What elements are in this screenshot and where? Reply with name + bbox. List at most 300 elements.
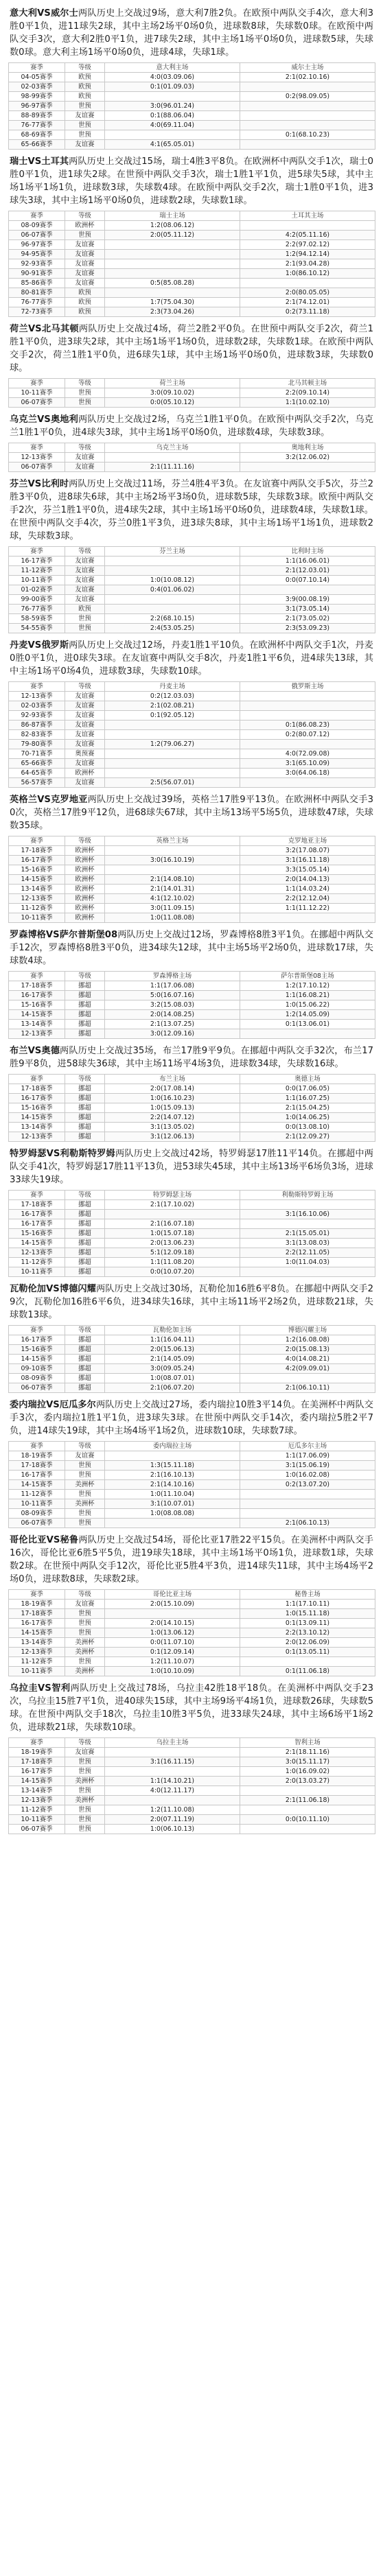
table-cell: 2:1(93.04.28) bbox=[240, 259, 375, 269]
head-to-head-table bbox=[8, 971, 375, 1039]
table-row bbox=[9, 1335, 375, 1345]
head-to-head-table bbox=[8, 211, 375, 317]
table-cell: 56-57赛季 bbox=[9, 778, 65, 788]
table-cell: 2:2(14.07.12) bbox=[105, 1113, 240, 1123]
head-to-head-table bbox=[8, 1074, 375, 1142]
table-cell: 世预 bbox=[65, 1657, 105, 1667]
table-cell bbox=[240, 692, 375, 701]
table-cell: 挪超 bbox=[65, 1248, 105, 1258]
table-cell bbox=[105, 865, 240, 875]
table-cell: 3:1(16.11.15) bbox=[105, 1757, 240, 1767]
column-header: 等级 bbox=[65, 379, 105, 388]
table-cell: 14-15赛季 bbox=[9, 1777, 65, 1786]
match-title: 丹麦VS俄罗斯 bbox=[10, 640, 69, 651]
table-cell bbox=[105, 288, 240, 298]
table-cell: 79-80赛季 bbox=[9, 740, 65, 749]
table-row bbox=[9, 1210, 375, 1219]
table-cell: 16-17赛季 bbox=[9, 856, 65, 865]
table-cell: 18-19赛季 bbox=[9, 1451, 65, 1461]
table-cell: 友谊赛 bbox=[65, 269, 105, 279]
table-row bbox=[9, 1786, 375, 1796]
head-to-head-table bbox=[8, 443, 375, 472]
table-cell: 1:0(86.10.12) bbox=[240, 269, 375, 279]
match-intro-text: 两队历史上交战过30场，瓦勒伦加16胜6平8负。在挪超中两队交手29次，瓦勒伦加16胜6平6负，进34球失16球，其中主场11场平2场2负，进球数21球，失球数13球。 bbox=[10, 1284, 373, 1320]
table-cell: 2:2(13.10.12) bbox=[240, 1628, 375, 1638]
table-cell bbox=[240, 1657, 375, 1667]
table-cell: 10-11赛季 bbox=[9, 576, 65, 585]
match-title: 特罗姆瑟VS利勒斯特罗姆 bbox=[10, 1149, 115, 1159]
table-cell: 10-11赛季 bbox=[9, 1667, 65, 1676]
table-cell: 挪超 bbox=[65, 1219, 105, 1229]
table-cell: 0:1(11.06.18) bbox=[240, 1667, 375, 1676]
table-cell: 06-07赛季 bbox=[9, 231, 65, 240]
head-to-head-table bbox=[8, 836, 375, 923]
table-row bbox=[9, 1029, 375, 1039]
match-section bbox=[8, 413, 375, 472]
table-cell bbox=[240, 1267, 375, 1277]
table-cell: 欧洲杯 bbox=[65, 846, 105, 856]
table-cell: 10-11赛季 bbox=[9, 1815, 65, 1825]
table-cell: 挪超 bbox=[65, 1084, 105, 1094]
table-cell: 1:0(13.06.12) bbox=[105, 1628, 240, 1638]
table-cell bbox=[240, 221, 375, 231]
match-section bbox=[8, 928, 375, 1039]
table-cell: 96-97赛季 bbox=[9, 102, 65, 111]
column-header: 赛季 bbox=[9, 1442, 65, 1451]
table-cell: 奥预赛 bbox=[65, 749, 105, 759]
table-row bbox=[9, 1777, 375, 1786]
table-row bbox=[9, 1355, 375, 1364]
match-intro-paragraph bbox=[10, 1283, 373, 1322]
match-intro-text: 两队历史上交战过12场，丹麦1胜1平10负。在欧洲杯中两队交手1次，丹麦0胜0平1负，进0球失3球。在友谊赛中两队交手8次，丹麦1胜1平6负，进4球失13球，其中主场1场平0场4负，进球数3球，失球数10球。 bbox=[10, 640, 373, 677]
table-row bbox=[9, 566, 375, 576]
table-cell: 3:0(12.09.16) bbox=[105, 1029, 240, 1039]
table-row bbox=[9, 1132, 375, 1142]
table-cell: 欧预 bbox=[65, 605, 105, 614]
table-cell: 2:2(09.10.14) bbox=[240, 388, 375, 398]
table-cell: 世预 bbox=[65, 1767, 105, 1777]
table-cell: 1:7(75.04.30) bbox=[105, 298, 240, 307]
table-cell: 16-17赛季 bbox=[9, 1219, 65, 1229]
column-header: 赛季 bbox=[9, 1191, 65, 1200]
table-row bbox=[9, 1345, 375, 1355]
table-cell: 友谊赛 bbox=[65, 462, 105, 472]
table-cell: 友谊赛 bbox=[65, 140, 105, 150]
table-cell: 06-07赛季 bbox=[9, 398, 65, 408]
table-row bbox=[9, 585, 375, 595]
table-cell: 1:2(11.10.07) bbox=[105, 1657, 240, 1667]
table-cell: 世预 bbox=[65, 1609, 105, 1619]
table-cell: 欧预 bbox=[65, 288, 105, 298]
table-cell: 世预 bbox=[65, 1490, 105, 1499]
table-cell bbox=[240, 140, 375, 150]
table-cell: 1:0(06.10.13) bbox=[105, 1825, 240, 1834]
table-row bbox=[9, 557, 375, 566]
table-cell bbox=[240, 462, 375, 472]
table-cell: 0:2(12.03.03) bbox=[105, 692, 240, 701]
table-cell: 欧预 bbox=[65, 307, 105, 317]
table-cell: 16-17赛季 bbox=[9, 991, 65, 1000]
table-cell: 11-12赛季 bbox=[9, 904, 65, 913]
table-cell: 1:1(16.04.11) bbox=[105, 1335, 240, 1345]
table-cell: 0:1(12.09.14) bbox=[105, 1648, 240, 1657]
table-row bbox=[9, 981, 375, 991]
table-row bbox=[9, 904, 375, 913]
match-intro-text: 两队历史上交战过42场，特罗姆瑟17胜11平14负。在挪超中两队交手41次，特罗姆瑟17胜11平13负，进53球失45球，其中主场13场平6场负3场，进球33球失19球。 bbox=[10, 1149, 373, 1185]
table-cell: 2:3(73.04.26) bbox=[105, 307, 240, 317]
table-cell: 11-12赛季 bbox=[9, 566, 65, 576]
column-header: 等级 bbox=[65, 1075, 105, 1084]
table-cell: 0:1(86.08.23) bbox=[240, 721, 375, 730]
table-cell: 欧洲杯 bbox=[65, 856, 105, 865]
table-cell: 17-18赛季 bbox=[9, 1609, 65, 1619]
column-header: 等级 bbox=[65, 682, 105, 692]
match-title: 哥伦比亚VS秘鲁 bbox=[10, 1535, 79, 1545]
table-row bbox=[9, 740, 375, 749]
column-header: 乌拉圭主场 bbox=[105, 1738, 240, 1748]
table-cell: 1:0(15.09.13) bbox=[105, 1103, 240, 1113]
table-cell: 1:0(11.04.03) bbox=[240, 1258, 375, 1267]
table-row bbox=[9, 769, 375, 778]
table-row bbox=[9, 721, 375, 730]
table-cell: 2:1(02.10.16) bbox=[240, 73, 375, 82]
table-cell: 美洲杯 bbox=[65, 1499, 105, 1509]
column-header: 赛季 bbox=[9, 1326, 65, 1335]
table-cell: 88-89赛季 bbox=[9, 111, 65, 121]
table-cell: 世预 bbox=[65, 1786, 105, 1796]
table-header-row bbox=[9, 63, 375, 73]
table-row bbox=[9, 1490, 375, 1499]
column-header: 智利主场 bbox=[240, 1738, 375, 1748]
column-header: 布兰主场 bbox=[105, 1075, 240, 1084]
table-row bbox=[9, 130, 375, 140]
table-cell: 16-17赛季 bbox=[9, 1210, 65, 1219]
table-row bbox=[9, 1239, 375, 1248]
table-cell: 0:2(73.11.18) bbox=[240, 307, 375, 317]
table-cell bbox=[105, 566, 240, 576]
table-cell: 17-18赛季 bbox=[9, 981, 65, 991]
table-cell: 2:1(14.05.09) bbox=[105, 1355, 240, 1364]
table-cell: 13-14赛季 bbox=[9, 1638, 65, 1648]
table-row bbox=[9, 1094, 375, 1103]
table-row bbox=[9, 221, 375, 231]
column-header: 特罗姆瑟主场 bbox=[105, 1191, 240, 1200]
table-cell: 2:0(15.10.09) bbox=[105, 1600, 240, 1609]
table-cell: 3:0(09.10.02) bbox=[105, 388, 240, 398]
match-intro-text: 两队历史上交战过11场，芬兰4胜4平3负。在友谊赛中两队交手5次，芬兰2胜3平0负，进8球失6球，其中主场2场平3场0负，进球数5球，失球数3球。欧预中两队交手2次，芬兰1胜1平0负，进4球失2球，其中主场1场平0场0负，进球数4球，失球数1球。在世预中两队交手4次，芬兰0胜1平3负，进3球失8球，其中主场1场平1场1负，进球数2球，失球数3球。 bbox=[10, 479, 373, 541]
table-cell: 3:1(65.10.09) bbox=[240, 759, 375, 769]
table-cell: 15-16赛季 bbox=[9, 1000, 65, 1010]
table-cell: 0:0(11.07.10) bbox=[105, 1638, 240, 1648]
column-header: 委内瑞拉主场 bbox=[105, 1442, 240, 1451]
table-cell: 4:1(65.05.01) bbox=[105, 140, 240, 150]
table-row bbox=[9, 1509, 375, 1519]
table-row bbox=[9, 576, 375, 585]
table-cell: 0:1(13.06.01) bbox=[240, 1020, 375, 1029]
table-cell bbox=[105, 769, 240, 778]
table-cell: 64-65赛季 bbox=[9, 769, 65, 778]
table-cell: 2:0(14.04.13) bbox=[240, 875, 375, 885]
table-cell: 1:1(11.12.22) bbox=[240, 904, 375, 913]
table-row bbox=[9, 624, 375, 633]
table-cell bbox=[105, 453, 240, 462]
table-row bbox=[9, 692, 375, 701]
table-cell: 挪超 bbox=[65, 1239, 105, 1248]
table-row bbox=[9, 701, 375, 711]
table-cell: 友谊赛 bbox=[65, 250, 105, 259]
table-row bbox=[9, 846, 375, 856]
match-intro-text: 两队历史上交战过39场，英格兰17胜9平13负。在欧洲杯中两队交手30次，英格兰17胜9平12负，进68球失67球，其中主场13场平5场5负，进球数47球，失球数35球。 bbox=[10, 795, 373, 831]
table-cell: 16-17赛季 bbox=[9, 557, 65, 566]
table-cell: 2:2(12.12.04) bbox=[240, 894, 375, 904]
table-row bbox=[9, 82, 375, 92]
column-header: 英格兰主场 bbox=[105, 836, 240, 846]
table-cell: 2:0(15.06.13) bbox=[105, 1345, 240, 1355]
table-cell bbox=[105, 721, 240, 730]
table-row bbox=[9, 1600, 375, 1609]
table-row bbox=[9, 111, 375, 121]
table-row bbox=[9, 1628, 375, 1638]
table-cell bbox=[240, 121, 375, 130]
column-header: 赛季 bbox=[9, 211, 65, 221]
table-cell: 4:1(12.10.02) bbox=[105, 894, 240, 904]
table-row bbox=[9, 875, 375, 885]
column-header: 俄罗斯主场 bbox=[240, 682, 375, 692]
table-cell: 1:1(14.03.24) bbox=[240, 885, 375, 894]
column-header: 等级 bbox=[65, 1442, 105, 1451]
table-cell: 14-15赛季 bbox=[9, 1113, 65, 1123]
table-cell: 挪超 bbox=[65, 1345, 105, 1355]
table-cell: 4:2(09.09.01) bbox=[240, 1364, 375, 1374]
table-cell bbox=[105, 1519, 240, 1528]
table-cell bbox=[105, 1767, 240, 1777]
table-cell: 1:0(11.08.08) bbox=[105, 913, 240, 923]
table-cell: 3:1(15.06.19) bbox=[240, 1461, 375, 1471]
table-cell: 14-15赛季 bbox=[9, 1355, 65, 1364]
table-cell: 3:1(73.05.14) bbox=[240, 605, 375, 614]
table-row bbox=[9, 1471, 375, 1480]
table-row bbox=[9, 1364, 375, 1374]
table-cell: 4:0(03.09.06) bbox=[105, 73, 240, 82]
column-header: 赛季 bbox=[9, 1738, 65, 1748]
table-cell: 10-11赛季 bbox=[9, 388, 65, 398]
table-cell: 挪超 bbox=[65, 1020, 105, 1029]
table-cell bbox=[105, 605, 240, 614]
table-cell: 挪超 bbox=[65, 1123, 105, 1132]
table-cell: 1:1(17.06.08) bbox=[105, 981, 240, 991]
column-header: 利勒斯特罗姆主场 bbox=[240, 1191, 375, 1200]
table-cell: 美洲杯 bbox=[65, 1480, 105, 1490]
table-header-row bbox=[9, 1075, 375, 1084]
table-cell: 3:0(64.06.18) bbox=[240, 769, 375, 778]
table-row bbox=[9, 1258, 375, 1267]
table-cell: 挪超 bbox=[65, 1000, 105, 1010]
table-cell: 3:2(12.06.02) bbox=[240, 453, 375, 462]
table-cell: 0:1(68.10.23) bbox=[240, 130, 375, 140]
match-intro-text: 两队历史上交战过35场，布兰17胜9平9负。在挪超中两队交手32次，布兰17胜9平8负，进58球失36球，其中主场11场平4场3负，进球数34球，失球数16球。 bbox=[10, 1046, 373, 1069]
table-cell bbox=[240, 1374, 375, 1383]
match-section bbox=[8, 1534, 375, 1676]
table-cell: 世预 bbox=[65, 1825, 105, 1834]
match-intro-paragraph bbox=[10, 1682, 373, 1734]
table-cell: 4:0(12.11.17) bbox=[105, 1786, 240, 1796]
table-cell: 友谊赛 bbox=[65, 585, 105, 595]
match-section bbox=[8, 639, 375, 788]
match-intro-text: 两队历史上交战过12场，罗森博格8胜3平1负。在挪超中两队交手12次，罗森博格8胜3平0负，进34球失12球，其中主场5场平2场0负，进球数17球，失球数4球。 bbox=[10, 930, 373, 966]
table-cell: 2:1(12.03.01) bbox=[240, 566, 375, 576]
table-cell: 3:1(13.08.03) bbox=[240, 1239, 375, 1248]
table-cell: 65-66赛季 bbox=[9, 140, 65, 150]
table-row bbox=[9, 121, 375, 130]
table-cell: 11-12赛季 bbox=[9, 1657, 65, 1667]
table-cell: 美洲杯 bbox=[65, 1796, 105, 1805]
table-cell: 1:0(16.02.08) bbox=[240, 1471, 375, 1480]
table-cell: 友谊赛 bbox=[65, 730, 105, 740]
table-cell: 挪超 bbox=[65, 1258, 105, 1267]
table-cell: 挪超 bbox=[65, 1229, 105, 1239]
table-cell: 4:0(14.08.21) bbox=[240, 1355, 375, 1364]
match-title: 罗森博格VS萨尔普斯堡08 bbox=[10, 930, 118, 940]
table-cell: 16-17赛季 bbox=[9, 1767, 65, 1777]
table-cell: 2:1(14.08.10) bbox=[105, 875, 240, 885]
table-cell: 2:1(06.07.20) bbox=[105, 1383, 240, 1393]
table-cell: 98-99赛季 bbox=[9, 92, 65, 102]
table-row bbox=[9, 1480, 375, 1490]
table-cell bbox=[240, 1499, 375, 1509]
table-cell: 友谊赛 bbox=[65, 778, 105, 788]
table-header-row bbox=[9, 836, 375, 846]
match-section bbox=[8, 478, 375, 633]
table-cell: 2:0(05.11.12) bbox=[105, 231, 240, 240]
match-section bbox=[8, 1398, 375, 1528]
table-cell: 68-69赛季 bbox=[9, 130, 65, 140]
table-cell: 1:2(17.10.12) bbox=[240, 981, 375, 991]
table-header-row bbox=[9, 1442, 375, 1451]
table-cell: 0:2(80.07.12) bbox=[240, 730, 375, 740]
table-cell: 友谊赛 bbox=[65, 721, 105, 730]
match-intro-paragraph bbox=[10, 1398, 373, 1438]
table-cell: 10-11赛季 bbox=[9, 1267, 65, 1277]
table-row bbox=[9, 913, 375, 923]
column-header: 芬兰主场 bbox=[105, 547, 240, 557]
match-intro-paragraph bbox=[10, 478, 373, 543]
table-cell: 3:9(00.08.19) bbox=[240, 595, 375, 605]
head-to-head-table bbox=[8, 1589, 375, 1676]
table-cell: 58-59赛季 bbox=[9, 614, 65, 624]
table-row bbox=[9, 231, 375, 240]
table-cell: 3:3(15.05.14) bbox=[240, 865, 375, 875]
table-cell: 17-18赛季 bbox=[9, 1200, 65, 1210]
table-row bbox=[9, 307, 375, 317]
match-intro-text: 两队历史上交战过2场，乌克兰1胜1平0负。在欧预中两队交手2次，乌克兰1胜1平0负，进4球失3球，其中主场1场平0场0负，进球数4球，失球数3球。 bbox=[10, 414, 373, 438]
table-cell: 挪超 bbox=[65, 1374, 105, 1383]
table-cell: 2:1(02.08.21) bbox=[105, 701, 240, 711]
table-cell: 1:1(11.08.20) bbox=[105, 1258, 240, 1267]
match-title: 瑞士VS土耳其 bbox=[10, 156, 69, 167]
column-header: 瓦勒伦加主场 bbox=[105, 1326, 240, 1335]
table-cell: 世预 bbox=[65, 1619, 105, 1628]
table-row bbox=[9, 1796, 375, 1805]
table-cell bbox=[105, 1210, 240, 1219]
column-header: 赛季 bbox=[9, 836, 65, 846]
table-cell: 72-73赛季 bbox=[9, 307, 65, 317]
table-cell: 2:0(80.05.05) bbox=[240, 288, 375, 298]
table-header-row bbox=[9, 443, 375, 453]
table-cell bbox=[105, 846, 240, 856]
column-header: 萨尔普斯堡08主场 bbox=[240, 972, 375, 981]
table-cell: 3:2(17.08.07) bbox=[240, 846, 375, 856]
table-cell: 2:1(13.07.25) bbox=[105, 1020, 240, 1029]
table-cell: 2:1(06.10.13) bbox=[240, 1519, 375, 1528]
match-section bbox=[8, 1682, 375, 1834]
column-header: 赛季 bbox=[9, 682, 65, 692]
column-header: 赛季 bbox=[9, 972, 65, 981]
match-title: 英格兰VS克罗地亚 bbox=[10, 795, 88, 805]
table-cell: 11-12赛季 bbox=[9, 1258, 65, 1267]
table-cell: 90-91赛季 bbox=[9, 269, 65, 279]
column-header: 土耳其主场 bbox=[240, 211, 375, 221]
match-title: 委内瑞拉VS厄瓜多尔 bbox=[10, 1400, 96, 1410]
column-header: 等级 bbox=[65, 211, 105, 221]
column-header: 乌克兰主场 bbox=[105, 443, 240, 453]
table-cell: 友谊赛 bbox=[65, 759, 105, 769]
table-cell bbox=[105, 759, 240, 769]
table-header-row bbox=[9, 682, 375, 692]
table-cell: 3:0(09.05.24) bbox=[105, 1364, 240, 1374]
table-cell: 2:0(07.11.19) bbox=[105, 1815, 240, 1825]
match-intro-text: 两队历史上交战过15场，瑞士4胜3平8负。在欧洲杯中两队交手1次，瑞士0胜0平1负，进1球失2球。在世预中两队交手3次，瑞士1胜1平1负，进5球失5球，其中主场1场平1场1负，进球数3球，失球数4球。在欧预中两队交手2次，瑞士1胜0平1负，进3球失3球，其中主场1场平0场0负，进球数2球，失球数1球。 bbox=[10, 156, 373, 206]
table-cell: 世预 bbox=[65, 1471, 105, 1480]
table-cell bbox=[240, 1805, 375, 1815]
table-cell: 3:0(11.09.15) bbox=[105, 904, 240, 913]
match-intro-text: 两队历史上交战过9场，意大利7胜2负。在欧预中两队交手4次，意大利3胜0平1负，进11球失2球，其中主场2场平0场0负，进球数8球，失球数0球。在欧预中两队交手3次，意大利2胜0平1负，进7球失2球，其中主场1场平0场0负，进球数5球，失球数0球。意大利主场1场平0场0负，进球4球，失球1球。 bbox=[10, 8, 373, 58]
table-cell: 4:2(05.11.16) bbox=[240, 231, 375, 240]
table-cell: 11-12赛季 bbox=[9, 1805, 65, 1815]
table-row bbox=[9, 140, 375, 150]
table-cell: 世预 bbox=[65, 1815, 105, 1825]
column-header: 赛季 bbox=[9, 63, 65, 73]
table-row bbox=[9, 894, 375, 904]
column-header: 北马其顿主场 bbox=[240, 379, 375, 388]
table-cell: 80-81赛季 bbox=[9, 288, 65, 298]
table-cell bbox=[105, 240, 240, 250]
column-header: 等级 bbox=[65, 972, 105, 981]
match-section bbox=[8, 155, 375, 317]
head-to-head-table bbox=[8, 1737, 375, 1834]
table-cell: 3:0(15.11.17) bbox=[240, 1757, 375, 1767]
table-cell: 02-03赛季 bbox=[9, 82, 65, 92]
table-cell: 06-07赛季 bbox=[9, 1383, 65, 1393]
table-cell: 2:5(56.07.01) bbox=[105, 778, 240, 788]
table-row bbox=[9, 1229, 375, 1239]
table-cell: 94-95赛季 bbox=[9, 250, 65, 259]
table-cell bbox=[105, 730, 240, 740]
match-title: 乌拉圭VS智利 bbox=[10, 1683, 71, 1694]
table-cell: 挪超 bbox=[65, 1132, 105, 1142]
table-cell: 06-07赛季 bbox=[9, 1825, 65, 1834]
table-cell: 16-17赛季 bbox=[9, 1335, 65, 1345]
table-row bbox=[9, 1084, 375, 1094]
table-cell bbox=[105, 1609, 240, 1619]
table-header-row bbox=[9, 379, 375, 388]
table-cell: 2:0(14.08.25) bbox=[105, 1010, 240, 1020]
table-cell bbox=[240, 701, 375, 711]
table-cell: 1:1(14.10.21) bbox=[105, 1777, 240, 1786]
table-cell: 13-14赛季 bbox=[9, 1786, 65, 1796]
table-cell: 06-07赛季 bbox=[9, 462, 65, 472]
table-cell: 12-13赛季 bbox=[9, 894, 65, 904]
table-header-row bbox=[9, 1191, 375, 1200]
